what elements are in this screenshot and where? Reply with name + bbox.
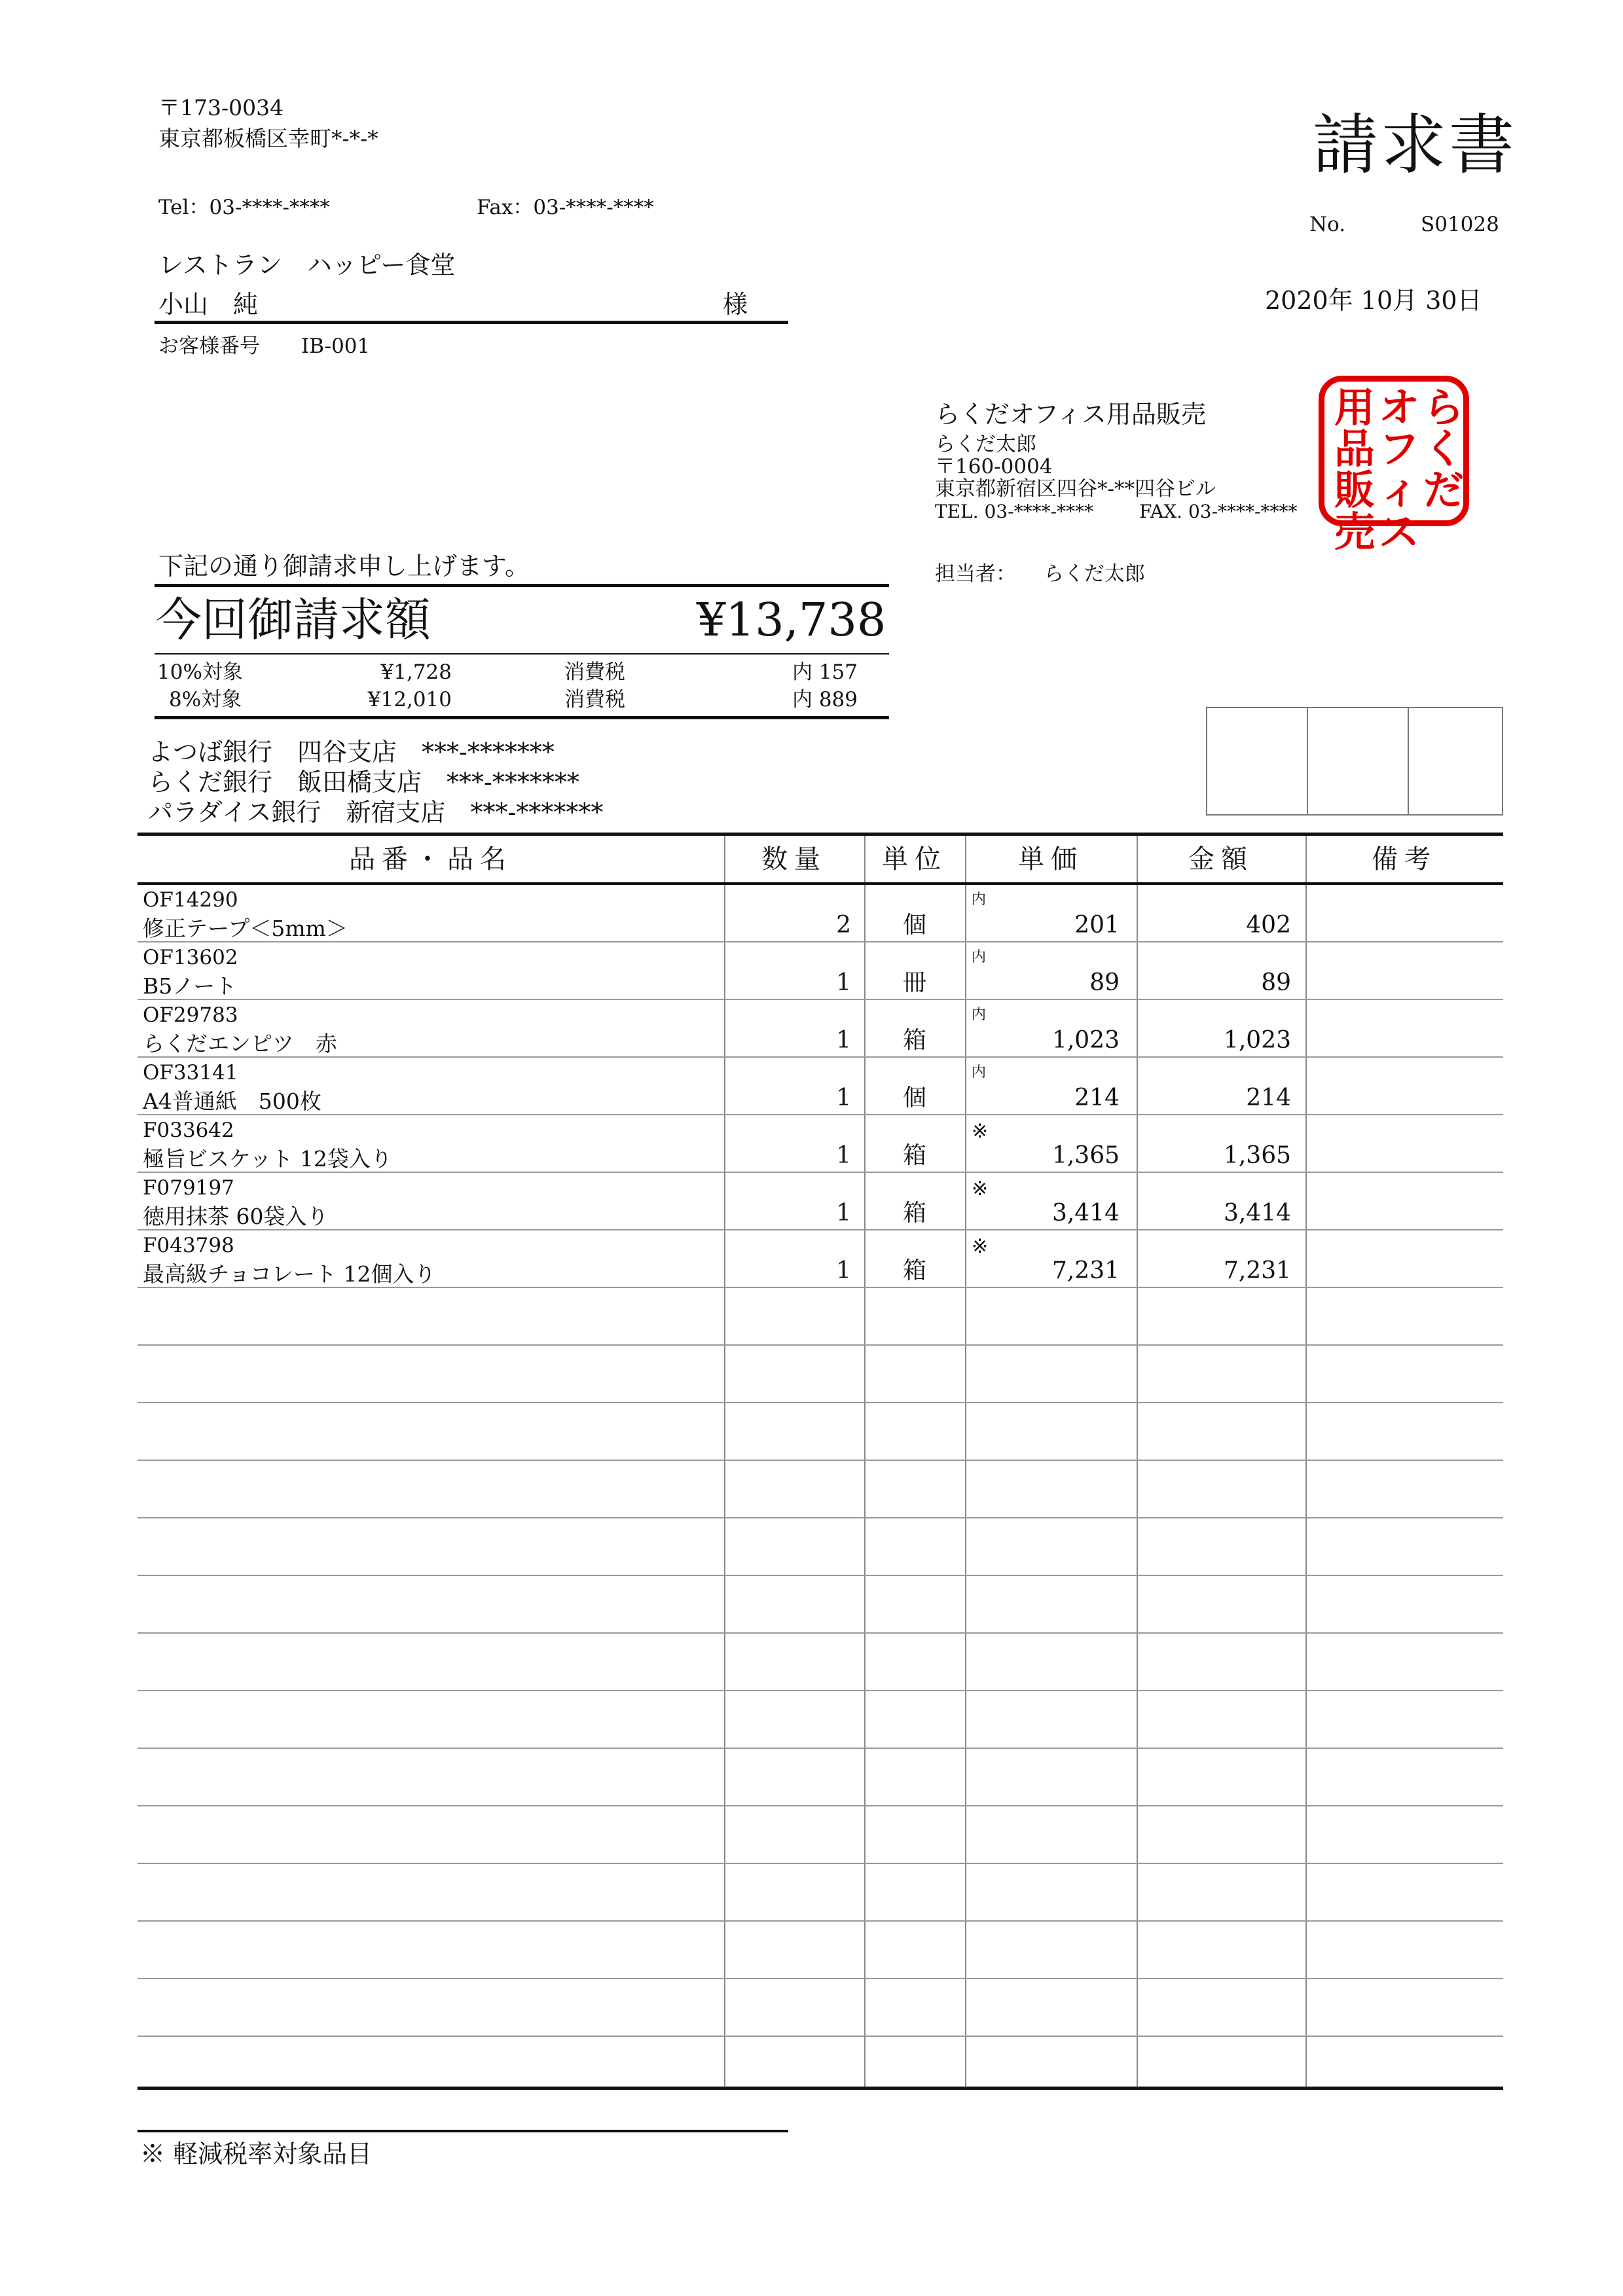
item-price: 1,023 [1051, 1027, 1120, 1054]
item-code: OF33141 [143, 1061, 238, 1085]
tax-value-10: 内 157 [792, 660, 858, 684]
reduced-tax-mark: ※ [972, 1177, 989, 1200]
item-amount: 3,414 [1223, 1200, 1291, 1227]
approval-box-2 [1307, 707, 1409, 816]
contact-label: 担当者： [935, 562, 1016, 586]
item-qty: 2 [836, 912, 851, 939]
header-amount: 金額 [1188, 844, 1254, 874]
item-qty: 1 [836, 1027, 851, 1054]
item-price: 214 [1074, 1085, 1120, 1111]
issuer-fax: FAX. 03-****-**** [1139, 501, 1298, 522]
item-name: 極旨ビスケット 12袋入り [143, 1146, 392, 1172]
item-code: F033642 [143, 1119, 234, 1142]
total-underline [155, 653, 889, 655]
issuer-postal: 〒160-0004 [935, 455, 1053, 478]
table-header [137, 833, 1503, 885]
header-remarks: 備考 [1372, 844, 1437, 874]
contact-name: らくだ太郎 [1044, 562, 1145, 586]
honorific: 様 [723, 290, 748, 319]
customer-fax: Fax：03-****-**** [477, 196, 654, 219]
document-date: 2020年 10月 30日 [1265, 286, 1482, 315]
issuer-tel: TEL. 03-****-**** [935, 501, 1094, 522]
tax-mark: 内 [972, 1007, 987, 1023]
intro-underline [155, 584, 889, 587]
reduced-tax-mark: ※ [972, 1120, 989, 1143]
company-seal-stamp: らくだ オフィス 用品販売 [1319, 376, 1469, 526]
tax-mark: 内 [972, 949, 987, 965]
item-qty: 1 [836, 1085, 851, 1111]
header-item: 品番・品名 [349, 844, 513, 874]
item-qty: 1 [836, 1142, 851, 1169]
item-name: らくだエンピツ 赤 [143, 1031, 337, 1056]
item-unit: 箱 [902, 1027, 926, 1054]
item-price: 1,365 [1051, 1142, 1120, 1169]
table-row [137, 1230, 1503, 1288]
item-amount: 402 [1246, 912, 1291, 939]
tax-target-10: 10%対象 [157, 660, 243, 684]
item-price: 7,231 [1051, 1257, 1120, 1284]
table-row [137, 885, 1503, 942]
item-unit: 箱 [902, 1200, 926, 1227]
tax-target-8: 8%対象 [169, 688, 242, 711]
issuer-address: 東京都新宿区四谷*-**四谷ビル [935, 477, 1216, 501]
tax-label-8: 消費税 [564, 688, 625, 711]
doc-no-value: S01028 [1421, 213, 1499, 236]
customer-company: レストラン ハッピー食堂 [158, 251, 456, 279]
item-code: OF29783 [143, 1003, 238, 1027]
table-bottom-rule [137, 2087, 1503, 2090]
item-qty: 1 [836, 969, 851, 996]
tax-mark: 内 [972, 1064, 987, 1081]
header-qty: 数量 [761, 844, 827, 874]
customer-address: 東京都板橋区幸町*-*-* [158, 126, 378, 151]
item-name: 修正テープ＜5mm＞ [143, 916, 348, 941]
item-name: 徳用抹茶 60袋入り [143, 1204, 329, 1229]
tax-amount-10: ¥1,728 [380, 660, 452, 684]
item-amount: 1,023 [1223, 1027, 1291, 1054]
table-row [137, 1173, 1503, 1230]
tax-value-8: 内 889 [792, 688, 858, 711]
item-name: B5ノート [143, 973, 237, 999]
tax-amount-8: ¥12,010 [367, 688, 452, 711]
tax-underline [155, 716, 889, 719]
item-price: 201 [1074, 912, 1120, 939]
total-label: 今回御請求額 [156, 593, 431, 647]
table-row [137, 942, 1503, 1000]
item-unit: 冊 [902, 969, 926, 996]
customer-tel: Tel：03-****-**** [158, 196, 330, 219]
header-price: 単価 [1018, 844, 1084, 874]
item-qty: 1 [836, 1200, 851, 1227]
header-unit: 単位 [882, 844, 947, 874]
customer-underline [155, 321, 788, 324]
item-amount: 1,365 [1223, 1142, 1291, 1169]
total-amount: ¥13,738 [697, 593, 886, 647]
item-amount: 89 [1261, 969, 1291, 996]
issuer-company: らくだオフィス用品販売 [935, 400, 1206, 429]
approval-box-1 [1206, 707, 1308, 816]
item-name: 最高級チョコレート 12個入り [143, 1261, 436, 1287]
item-code: OF13602 [143, 946, 238, 969]
footnote-rule [137, 2130, 788, 2132]
reduced-tax-mark: ※ [972, 1235, 989, 1258]
document-title: 請求書 [1313, 107, 1517, 183]
bank-line-3: パラダイス銀行 新宿支店 ***-******* [148, 798, 604, 827]
tax-label-10: 消費税 [564, 660, 625, 684]
customer-person: 小山 純 [158, 290, 259, 319]
customer-no: IB-001 [301, 334, 371, 358]
item-code: OF14290 [143, 888, 238, 912]
table-row [137, 1058, 1503, 1115]
bank-line-2: らくだ銀行 飯田橋支店 ***-******* [148, 768, 579, 797]
bank-line-1: よつば銀行 四谷支店 ***-******* [148, 738, 555, 766]
table-row [137, 1115, 1503, 1173]
item-price: 3,414 [1051, 1200, 1120, 1227]
customer-no-label: お客様番号 [158, 334, 260, 358]
tax-mark: 内 [972, 891, 987, 908]
customer-postal: 〒173-0034 [158, 95, 284, 120]
item-amount: 214 [1246, 1085, 1291, 1111]
billing-intro: 下記の通り御請求申し上げます。 [158, 552, 530, 581]
item-unit: 箱 [902, 1257, 926, 1284]
doc-no-label: No. [1309, 213, 1346, 236]
item-unit: 個 [902, 912, 926, 939]
item-unit: 個 [902, 1085, 926, 1111]
item-code: F043798 [143, 1234, 234, 1257]
item-price: 89 [1089, 969, 1120, 996]
item-qty: 1 [836, 1257, 851, 1284]
item-amount: 7,231 [1223, 1257, 1291, 1284]
issuer-person: らくだ太郎 [935, 433, 1036, 456]
item-code: F079197 [143, 1176, 234, 1200]
table-row [137, 1000, 1503, 1058]
item-name: A4普通紙 500枚 [143, 1088, 321, 1114]
approval-box-3 [1408, 707, 1503, 816]
item-unit: 箱 [902, 1142, 926, 1169]
footnote: ※ 軽減税率対象品目 [140, 2140, 373, 2168]
